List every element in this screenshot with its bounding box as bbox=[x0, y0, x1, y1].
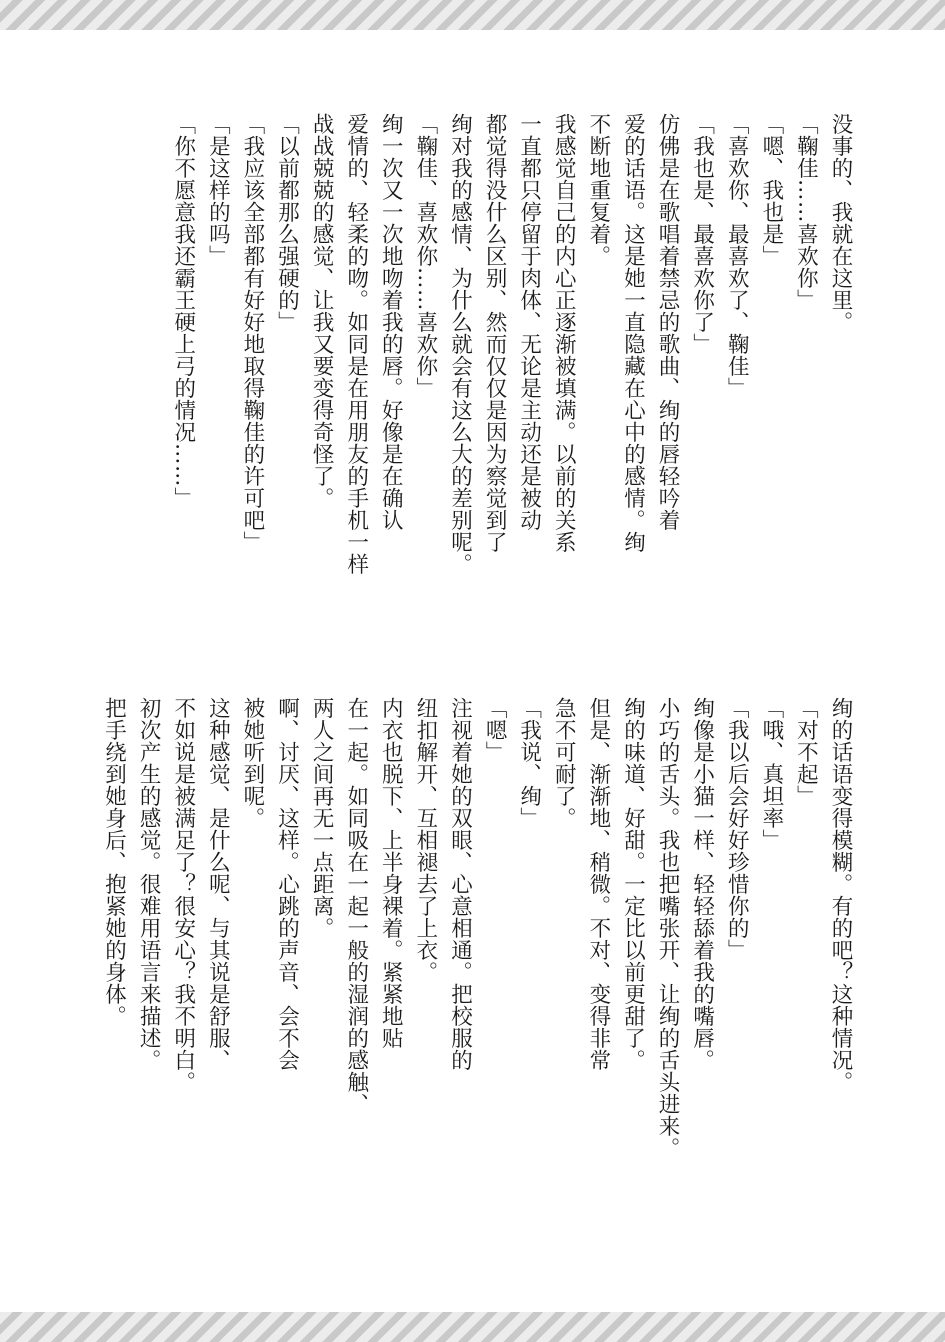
text-line: 「你不愿意我还霸王硬上弓的情况……」 bbox=[170, 113, 196, 509]
text-line: 两人之间再无一点距离。 bbox=[309, 697, 335, 939]
text-line: 「是这样的吗」 bbox=[205, 113, 231, 267]
text-line: 内衣也脱下、上半身裸着。紧紧地贴 bbox=[378, 697, 404, 1049]
text-line: 爱的话语。这是她一直隐藏在心中的感情。绚 bbox=[620, 113, 646, 553]
text-line: 啊、讨厌、这样。心跳的声音、会不会 bbox=[274, 697, 300, 1071]
text-line: 这种感觉、是什么呢、与其说是舒服、 bbox=[205, 697, 231, 1071]
text-line: 「喜欢你、最喜欢了、鞠佳」 bbox=[724, 113, 750, 399]
text-line: 「以前都那么强硬的」 bbox=[274, 113, 300, 333]
decorative-bottom-border bbox=[0, 1312, 945, 1342]
text-line: 「我说、绚」 bbox=[516, 697, 542, 829]
decorative-top-border bbox=[0, 0, 945, 30]
text-line: 初次产生的感觉。很难用语言来描述。 bbox=[136, 697, 162, 1071]
text-line: 「对不起」 bbox=[793, 697, 819, 807]
text-line: 「我应该全部都有好好地取得鞠佳的许可吧」 bbox=[239, 113, 265, 553]
text-block-lower bbox=[96, 697, 857, 1257]
text-line: 绚像是小猫一样、轻轻舔着我的嘴唇。 bbox=[689, 697, 715, 1071]
text-line: 仿佛是在歌唱着禁忌的歌曲、绚的唇轻吟着 bbox=[655, 113, 681, 531]
text-line: 但是、渐渐地、稍微。不对、变得非常 bbox=[585, 697, 611, 1071]
text-line: 「我以后会好好珍惜你的」 bbox=[724, 697, 750, 961]
text-line: 爱情的、轻柔的吻。如同是在用朋友的手机一样 bbox=[343, 113, 369, 575]
text-line: 急不可耐了。 bbox=[551, 697, 577, 829]
text-line: 都觉得没什么区别、然而仅仅是因为察觉到了 bbox=[482, 113, 508, 553]
text-line: 「嗯、我也是」 bbox=[758, 113, 784, 267]
text-line: 「鞠佳……喜欢你」 bbox=[793, 113, 819, 311]
text-line: 小巧的舌头。我也把嘴张开、让绚的舌头进来。 bbox=[655, 697, 681, 1159]
text-line: 被她听到呢。 bbox=[239, 697, 265, 829]
text-line: 「鞠佳、喜欢你……喜欢你」 bbox=[412, 113, 438, 399]
text-line: 绚一次又一次地吻着我的唇。好像是在确认 bbox=[378, 113, 404, 531]
text-line: 绚对我的感情、为什么就会有这么大的差别呢。 bbox=[447, 113, 473, 575]
text-line: 绚的话语变得模糊。有的吧？这种情况。 bbox=[828, 697, 853, 1093]
text-line: 把手绕到她身后、抱紧她的身体。 bbox=[101, 697, 127, 1027]
text-line: 绚的味道、好甜。一定比以前更甜了。 bbox=[620, 697, 646, 1071]
text-line: 纽扣解开、互相褪去了上衣。 bbox=[412, 697, 438, 983]
text-line: 注视着她的双眼、心意相通。把校服的 bbox=[447, 697, 473, 1071]
text-line: 战战兢兢的感觉、让我又要变得奇怪了。 bbox=[309, 113, 335, 509]
text-line: 没事的、我就在这里。 bbox=[828, 113, 853, 333]
text-line: 在一起。如同吸在一起一般的湿润的感触、 bbox=[343, 697, 369, 1115]
text-line: 「哦、真坦率」 bbox=[758, 697, 784, 851]
text-block-upper bbox=[165, 113, 857, 613]
text-line: 不如说是被满足了？很安心？我不明白。 bbox=[170, 697, 196, 1093]
text-line: 不断地重复着。 bbox=[585, 113, 611, 267]
text-line: 「嗯」 bbox=[482, 697, 508, 763]
text-line: 一直都只停留于肉体、无论是主动还是被动 bbox=[516, 113, 542, 531]
text-line: 我感觉自己的内心正逐渐被填满。以前的关系 bbox=[551, 113, 577, 553]
text-line: 「我也是、最喜欢你了」 bbox=[689, 113, 715, 355]
